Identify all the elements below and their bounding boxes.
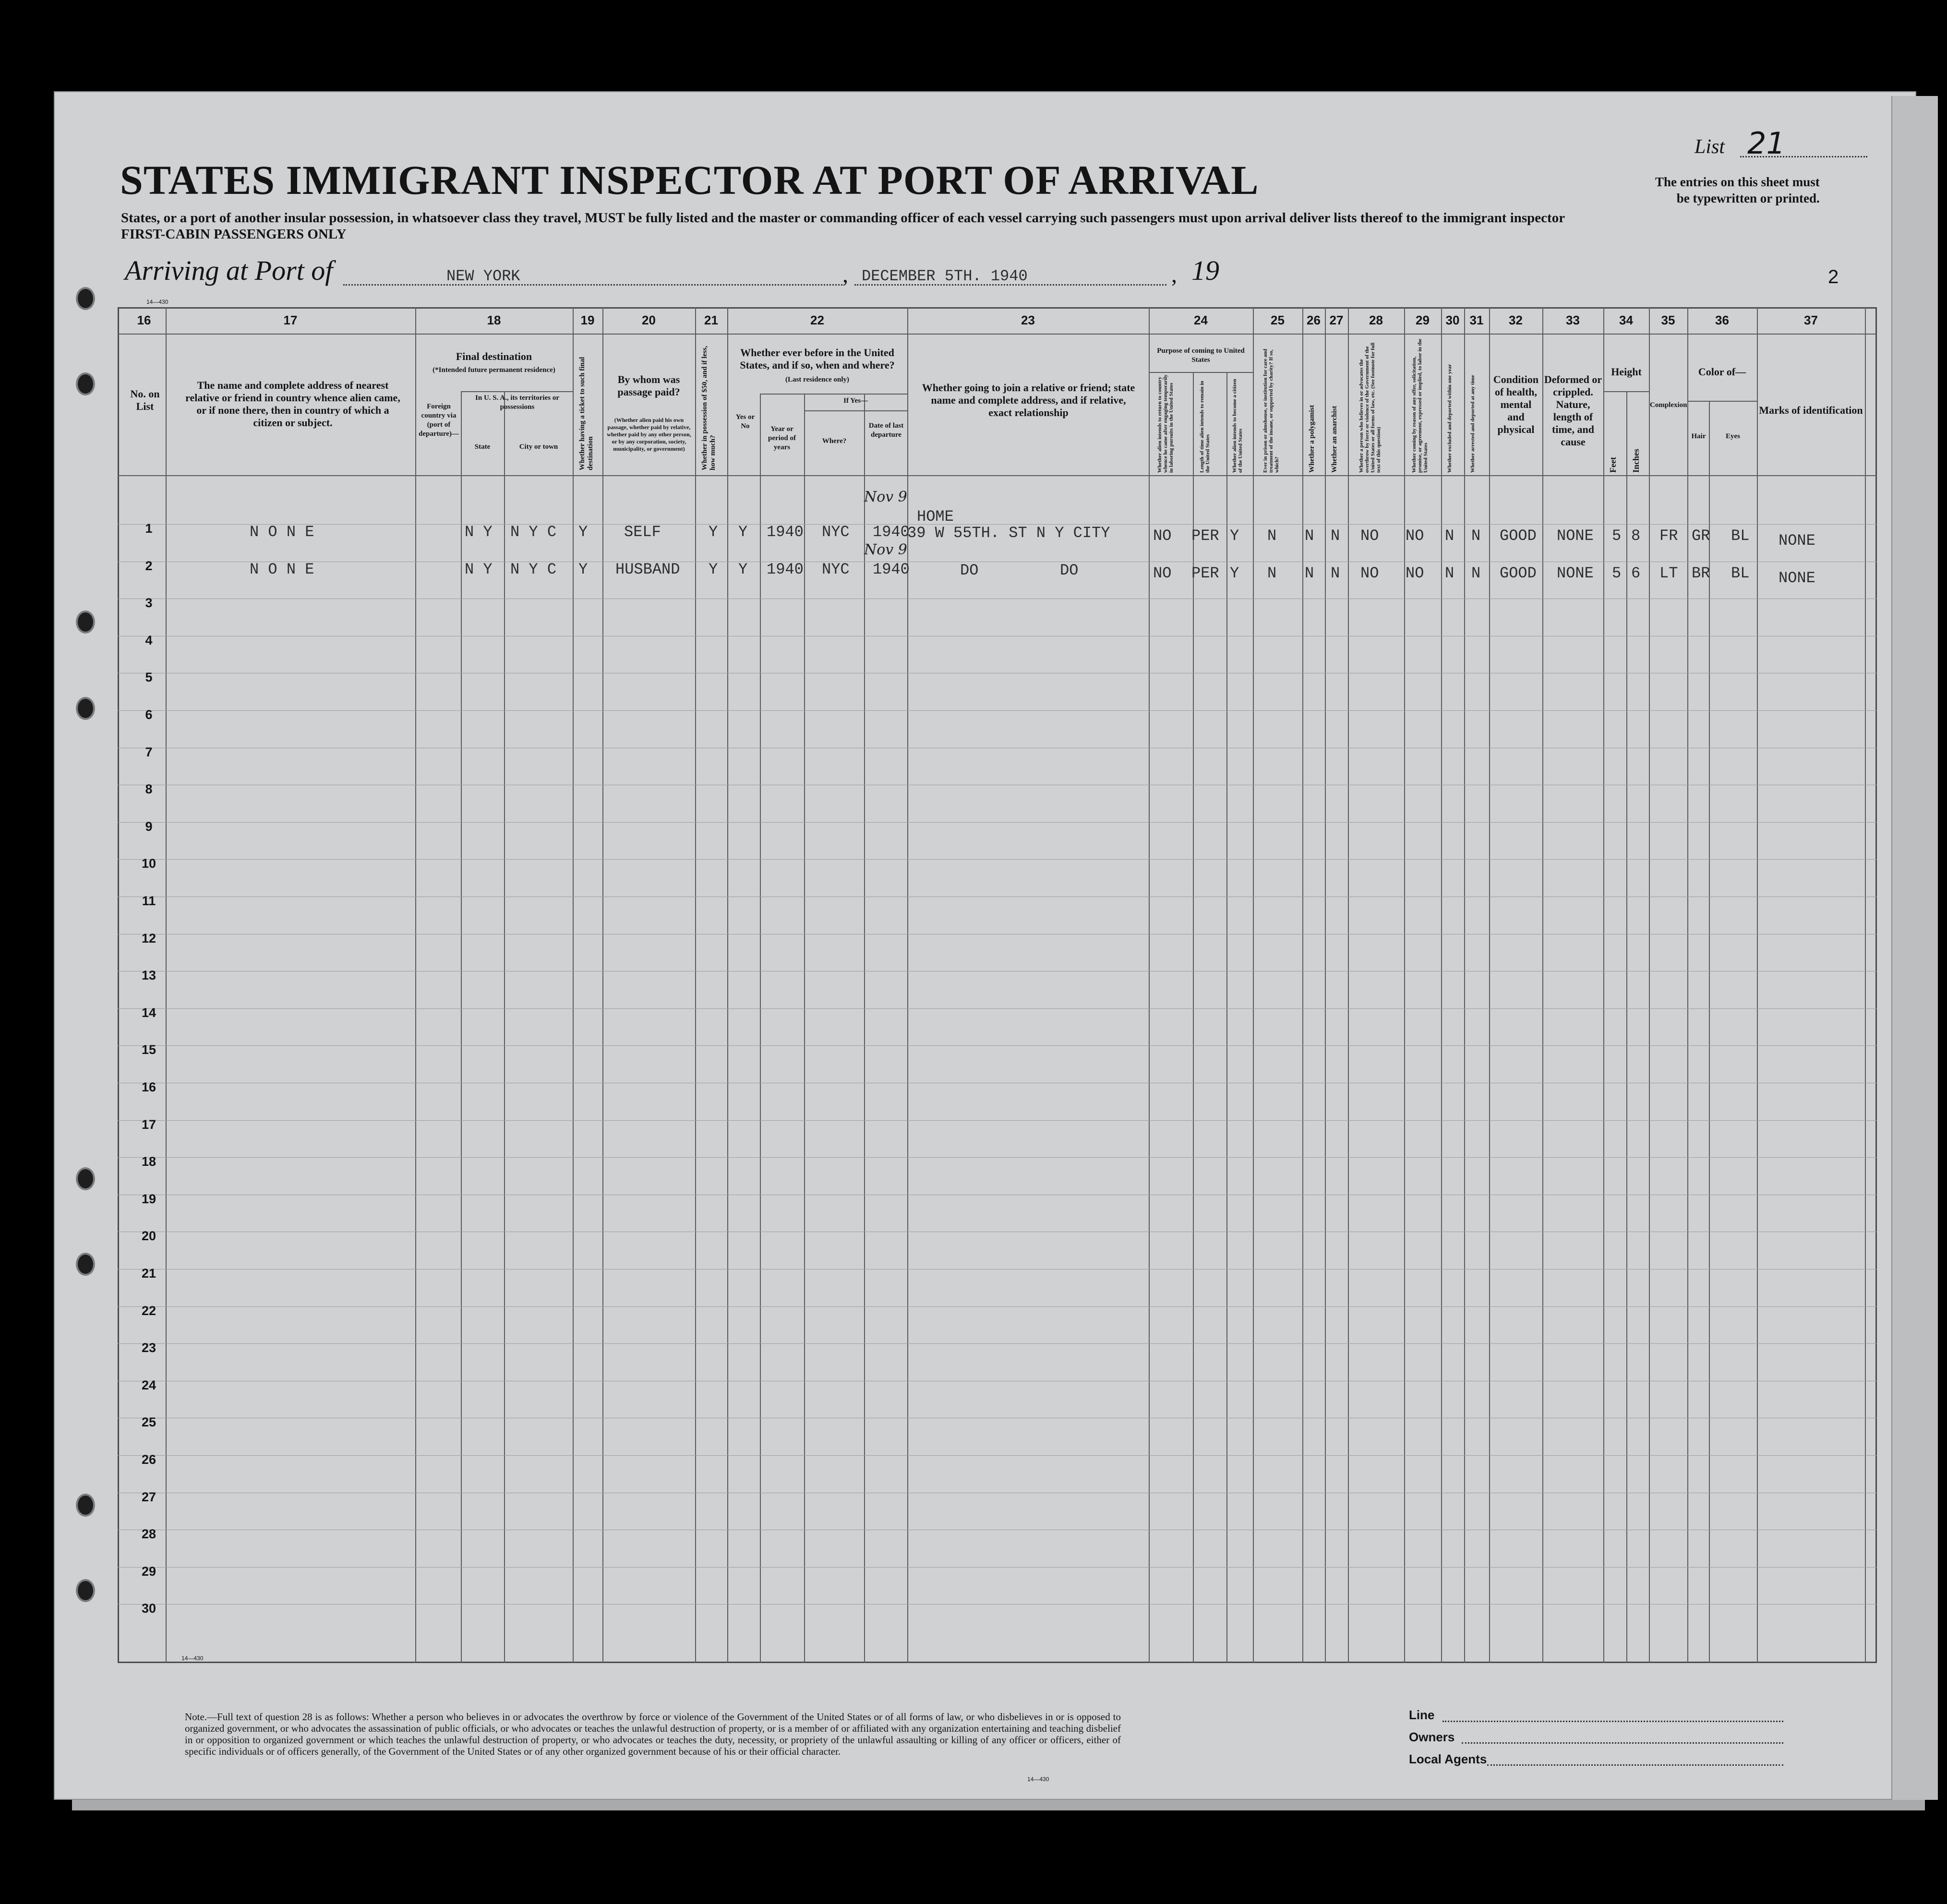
row-number: 16 [141,1080,156,1094]
col-number-33: 33 [1566,313,1580,327]
row-number: 20 [141,1229,156,1243]
entry-1-before-where: NYC [822,523,850,541]
binder-hole [76,697,95,720]
row-number: 21 [141,1266,156,1281]
entry-2-excluded: N [1445,564,1454,582]
port-line [343,284,842,286]
header-bottom-rule [118,475,1877,476]
row-number: 19 [141,1192,156,1206]
page-edge-bottom [72,1800,1925,1810]
header-hair: Hair [1691,432,1706,440]
entry-2-citizen: Y [1230,564,1239,582]
row-rule [118,1045,1877,1046]
year-prefix: 19 [1191,255,1219,286]
entry-1-feet: 5 [1612,527,1622,545]
entry-2-joining: DO [960,562,979,579]
list-number-line [1740,156,1867,157]
row-number: 9 [145,819,153,834]
port-value: NEW YORK [446,267,520,285]
entry-1-anarchist: N [1331,527,1340,545]
binder-hole [76,287,95,310]
col-divider [1489,307,1490,1663]
row-number: 26 [141,1452,156,1467]
col-number-24: 24 [1194,313,1208,327]
page-edge [1891,96,1938,1800]
col-number-30: 30 [1445,313,1460,327]
col-number-19: 19 [580,313,595,327]
header-arrested: Whether arrested and deported at any time [1470,375,1476,473]
row-number: 5 [145,670,153,684]
entry-1-eyes: BL [1731,527,1750,545]
header-height: Height [1611,366,1642,378]
col-number-22: 22 [810,313,824,327]
form-code: 14—430 [146,299,168,305]
row-rule [118,1455,1877,1456]
entry-2-before-where: NYC [822,561,850,578]
row-number: 25 [141,1415,156,1429]
col-number-17: 17 [283,313,298,327]
entry-1-departure-note: Nov 9 [864,489,907,505]
table-form-code: 14—430 [181,1655,204,1662]
row-rule [118,859,1877,860]
form-title: STATES IMMIGRANT INSPECTOR AT PORT OF ARRIVAL [120,157,1259,203]
entry-2-arrested: N [1471,564,1481,582]
header-health: Condition of health, mental and physical [1493,373,1539,435]
line-field [1442,1721,1783,1722]
sub-divider [1626,391,1627,1663]
entry-1-excluded: N [1445,527,1454,545]
row-number: 10 [141,856,156,871]
sub-rule [461,391,573,392]
entry-1-before-year: 1940 [767,523,804,541]
header-purpose: Purpose of coming to United States [1157,347,1245,364]
row-number: 17 [141,1117,156,1132]
binder-hole [76,1253,95,1276]
sub-divider [1226,372,1227,1663]
col-number-16: 16 [137,313,151,327]
entry-2-health: GOOD [1500,564,1537,582]
header-passage-note: (Whether alien paid his own passage, whether paid by relative, whether paid by any other person, or by any corporation, society, municipality, or government) [607,417,691,452]
col-number-29: 29 [1416,313,1430,327]
col-number-21: 21 [704,313,718,327]
header-yes-no: Yes or No [735,413,755,430]
row-rule [118,1120,1877,1121]
row-number: 22 [141,1304,156,1318]
entry-2-marks: NONE [1779,569,1815,587]
row-number: 23 [141,1341,156,1355]
entries-note: The entries on this sheet must be typewritten or printed. [1655,175,1820,205]
row-rule [118,1604,1877,1605]
owners-field [1462,1742,1783,1744]
sub-divider [504,391,505,1663]
col-number-34: 34 [1619,313,1633,327]
entry-2-paid-by: HUSBAND [615,561,680,578]
entry-1-relative: N O N E [250,523,314,541]
col-number-26: 26 [1307,313,1321,327]
question-28-footnote: Note.—Full text of question 28 is as follows: Whether a person who believes in or advocates the overthrow by force or violence of the Government of the United States or of all forms of law, or who disbelieves in or is opposed to organized government, or who advocates the assassination of public officials, or who advocates or teaches the unlawful destruction of property, or is a member of or affiliated with any organization entertaining and teaching disbelief in or opposition to organized government or which teaches the unlawful destruction of property, or who advocates or teaches the duty, necessity, or propriety of the unlawful assaulting or killing of any officer or officers, either of specific individuals or of officers generally, of the Government of the United States or of any other organized government because of his or their official character. [185,1711,1121,1757]
row-rule [118,1008,1877,1009]
comma: , [1171,262,1177,287]
entry-2-eyes: BL [1731,564,1750,582]
row-number: 4 [145,633,153,647]
row-number: 8 [145,782,153,796]
entry-2-before: Y [738,561,748,578]
sub-divider [804,394,805,1663]
passenger-class: FIRST-CABIN PASSENGERS ONLY [121,227,347,242]
entry-2-deformed: NONE [1557,564,1594,582]
entry-1-complexion: FR [1659,527,1678,545]
col-divider [1404,307,1405,1663]
row-number: 12 [141,931,156,946]
row-rule [118,822,1877,823]
entry-1-marks: NONE [1779,532,1815,550]
header-purpose-return: Whether alien intends to return to country whence he came after engaging temporarily in laboring pursuits in the United States [1157,374,1174,473]
col-divider [602,307,603,1663]
sub-divider [461,391,462,1663]
col-number-28: 28 [1369,313,1383,327]
binder-hole [76,372,95,395]
col-divider [1325,307,1326,1663]
header-in-usa: In U. S. A., its territories or possessions [475,394,559,411]
row-number: 13 [141,968,156,982]
form-subtitle: States, or a port of another insular possession, in whatsoever class they travel, MUST be fully listed and the master or commanding officer of each vessel carrying such passengers must upon arrival deliver lists thereof to the immigrant inspector [121,210,1565,226]
header-last-residence: (Last residence only) [785,376,850,383]
local-agents-field [1487,1764,1783,1766]
row-number: 28 [141,1527,156,1541]
entry-1-question-28: NO [1360,527,1379,545]
row-number: 6 [145,707,153,722]
header-if-yes: If Yes— [843,397,868,405]
entry-2-question-28: NO [1360,564,1379,582]
col-divider [1687,307,1688,1663]
entry-1-inches: 8 [1631,527,1641,545]
header-color-of: Color of— [1698,366,1746,378]
entry-1-hair: GR [1692,527,1710,545]
column-number-rule [118,334,1877,335]
sub-rule [1687,401,1757,402]
col-divider [1542,307,1543,1663]
entry-1-joining-address: 39 W 55TH. ST N Y CITY [907,524,1110,542]
col-number-18: 18 [487,313,501,327]
col-divider [1441,307,1442,1663]
entry-2-state: N Y [465,561,493,578]
entry-2-has-50: Y [709,561,718,578]
binder-hole [76,611,95,634]
row-rule [118,1343,1877,1344]
page-number: 2 [1828,266,1839,287]
row-number: 15 [141,1042,156,1057]
entry-2-polygamist: N [1305,564,1314,582]
entry-1-before: Y [738,523,748,541]
entry-1-health: GOOD [1500,527,1537,545]
row-number: 3 [145,596,153,610]
comma: , [842,262,848,287]
col-number-27: 27 [1329,313,1344,327]
col-divider [695,307,696,1663]
entry-1-has-50: Y [709,523,718,541]
header-state: State [474,443,491,451]
list-number: 21 [1747,126,1785,161]
entry-2-joining-address: DO [1060,562,1079,579]
header-question-29: Whether coming by reason of any offer, solicitation, promise, or agreement, expressed or implied, to labor in the United States [1411,338,1429,473]
entry-1-deformed: NONE [1557,527,1594,545]
row-number: 18 [141,1154,156,1169]
header-joining-relative: Whether going to join a relative or friend; state name and complete address, and if relative, exact relationship [922,382,1135,419]
entry-1-city: N Y C [510,523,557,541]
binder-hole [76,1579,95,1602]
col-divider [1253,307,1254,1663]
footer-form-code: 14—430 [1027,1776,1049,1783]
row-number: 11 [142,894,156,908]
col-number-35: 35 [1661,313,1675,327]
header-final-destination: Final destination [456,350,532,362]
header-eyes: Eyes [1726,432,1740,440]
col-divider [1865,307,1866,1663]
entry-1-length: PER [1191,527,1219,545]
col-divider [907,307,908,1663]
header-prison: Ever in prison or almshouse, or institution for care and treatment of the insane, or supported by charity? If so, which? [1262,348,1280,473]
col-divider [1649,307,1650,1663]
entry-1-paid-by: SELF [624,523,661,541]
header-nearest-relative: The name and complete address of nearest relative or friend in country whence alien came, or if none there, then in country of which a citizen or subject. [185,379,400,429]
entry-1-last-departure: 1940 [873,523,910,541]
row-rule [118,710,1877,711]
arriving-label: Arriving at Port of [125,255,333,286]
entry-2-anarchist: N [1331,564,1340,582]
row-number: 24 [141,1378,156,1392]
header-purpose-length: Length of time alien intends to remain in the United States [1199,381,1211,473]
sub-rule [1149,372,1253,373]
row-number: 7 [145,745,153,759]
entry-2-prison: N [1267,564,1277,582]
header-feet: Feet [1608,457,1618,473]
col-divider [727,307,728,1663]
entry-2-complexion: LT [1659,564,1678,582]
sub-rule [760,394,907,395]
entry-2-departure-note: Nov 9 [864,541,907,558]
binder-hole [76,1494,95,1517]
col-divider [573,307,574,1663]
header-question-28: Whether a person who believes in or advocates the overthrow by force or violence of the Government of the United States or all forms of law, etc. (See footnote for full text of this question) [1358,342,1382,473]
entry-1-arrested: N [1471,527,1481,545]
entry-2-last-departure: 1940 [873,561,910,578]
header-complexion: Complexion [1650,401,1687,409]
entry-2-ticket: Y [578,561,588,578]
col-number-36: 36 [1715,313,1729,327]
entry-2-return: NO [1153,564,1172,582]
row-rule [118,1567,1877,1568]
sub-rule [1603,391,1649,392]
header-city-town: City or town [519,443,558,451]
entry-2-city: N Y C [510,561,557,578]
col-divider [1348,307,1349,1663]
row-number: 1 [145,521,153,536]
col-divider [1603,307,1604,1663]
col-divider [1149,307,1150,1663]
row-number: 14 [141,1006,156,1020]
entry-1-return: NO [1153,527,1172,545]
header-inches: Inches [1631,448,1641,473]
col-divider [1302,307,1303,1663]
entry-1-question-29: NO [1406,527,1424,545]
entry-2-relative: N O N E [250,561,314,578]
sub-rule [804,410,907,411]
col-number-23: 23 [1021,313,1035,327]
row-rule [118,1157,1877,1158]
entry-1-polygamist: N [1305,527,1314,545]
header-excluded: Whether excluded and deported within one year [1447,364,1453,473]
owners-label: Owners [1409,1730,1455,1744]
header-no-on-list: No. on List [130,388,160,412]
row-number: 30 [141,1601,156,1616]
header-passage-paid: By whom was passage paid? [617,373,680,398]
line-label: Line [1409,1708,1435,1722]
col-number-37: 37 [1804,313,1818,327]
header-anarchist: Whether an anarchist [1331,406,1338,473]
col-number-25: 25 [1271,313,1285,327]
entry-2-hair: BR [1692,564,1710,582]
header-polygamist: Whether a polygamist [1308,405,1316,473]
col-divider [1464,307,1465,1663]
header-where: Where? [822,437,847,445]
entry-1-ticket: Y [578,523,588,541]
list-label: List [1695,136,1725,158]
header-marks: Marks of identification [1759,404,1863,416]
header-purpose-citizen: Whether alien intends to become a citizen of the United States [1232,379,1243,473]
manifest-table [118,307,1877,1663]
binder-hole [76,1167,95,1190]
col-divider [415,307,416,1663]
entry-2-feet: 5 [1612,564,1622,582]
header-deformed: Deformed or crippled. Nature, length of time, and cause [1544,373,1602,448]
col-divider [1757,307,1758,1663]
entry-2-question-29: NO [1406,564,1424,582]
col-number-32: 32 [1509,313,1523,327]
entry-2-inches: 6 [1631,564,1641,582]
entry-1-citizen: Y [1230,527,1239,545]
header-ever-before: Whether ever before in the United States, and if so, when and where? [740,347,895,371]
sub-divider [1709,401,1710,1663]
row-number: 29 [141,1564,156,1579]
row-number: 2 [145,559,153,573]
entry-2-length: PER [1191,564,1219,582]
arrival-date: DECEMBER 5TH. 1940 [862,267,1028,285]
header-ticket: Whether having a ticket to such final destination [578,357,594,470]
entry-1-state: N Y [465,523,493,541]
sub-divider [760,394,761,1663]
col-number-20: 20 [642,313,656,327]
entry-1-joining: HOME [917,508,954,526]
row-rule [118,1306,1877,1307]
entry-1-prison: N [1267,527,1277,545]
col-number-31: 31 [1469,313,1484,327]
header-fifty-dollars: Whether in possession of $50, and if less, how much? [701,346,717,470]
entry-2-before-year: 1940 [767,561,804,578]
row-number: 27 [141,1490,156,1504]
header-final-destination-note: (*Intended future permanent residence) [433,366,555,374]
local-agents-label: Local Agents [1409,1752,1487,1766]
header-year-period: Year or period of years [768,425,796,451]
sub-divider [864,394,865,1663]
header-last-departure: Date of last departure [868,422,904,439]
header-foreign-country: Foreign country via (port of departure)— [419,403,459,438]
